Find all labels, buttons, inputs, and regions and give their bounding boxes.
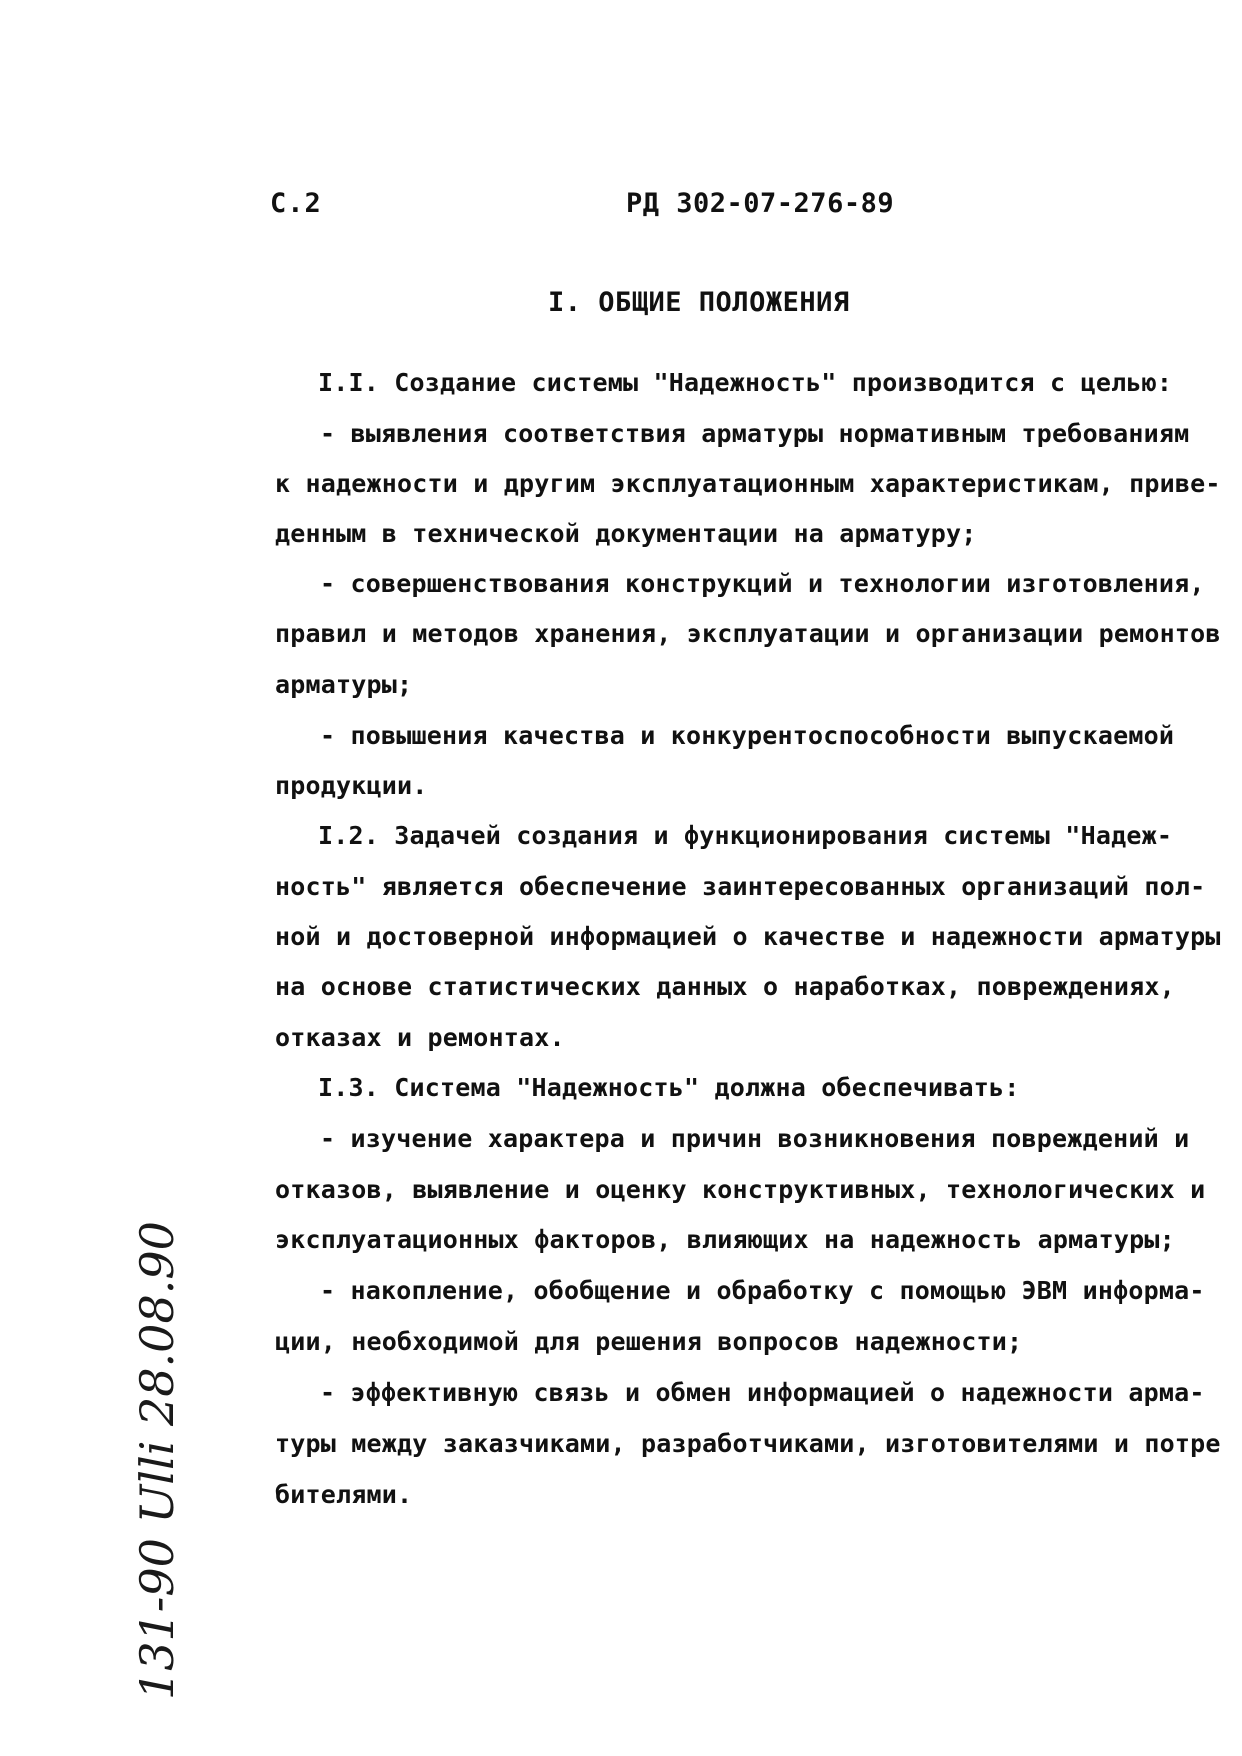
paragraph-line: туры между заказчиками, разработчиками, изготовителями и потре	[275, 1429, 1221, 1458]
paragraph-line: денным в технической документации на арматуру;	[275, 519, 977, 548]
paragraph-line: - совершенствования конструкций и технологии изготовления,	[320, 569, 1205, 598]
paragraph-line: - изучение характера и причин возникновения повреждений и	[320, 1124, 1190, 1153]
paragraph-line: отказов, выявление и оценку конструктивных, технологических и	[275, 1175, 1206, 1204]
section-title: I. ОБЩИЕ ПОЛОЖЕНИЯ	[548, 287, 850, 318]
handwritten-margin-stamp	[90, 1221, 230, 1700]
paragraph-line: - накопление, обобщение и обработку с помощью ЭВМ информа-	[320, 1276, 1205, 1305]
paragraph-line: эксплуатационных факторов, влияющих на надежность арматуры;	[275, 1225, 1175, 1254]
paragraph-line: отказах и ремонтах.	[275, 1023, 565, 1052]
paragraph-line: ции, необходимой для решения вопросов надежности;	[275, 1327, 1023, 1356]
paragraph-line: бителями.	[275, 1480, 413, 1509]
paragraph-line: правил и методов хранения, эксплуатации и организации ремонтов	[275, 619, 1221, 648]
paragraph-1-1-line: I.I. Создание системы "Надежность" производится с целью:	[318, 368, 1173, 397]
paragraph-line: - повышения качества и конкурентоспособности выпускаемой	[320, 721, 1175, 750]
paragraph-line: ной и достоверной информацией о качестве и надежности арматуры	[275, 922, 1221, 951]
paragraph-line: на основе статистических данных о наработках, повреждениях,	[275, 972, 1175, 1001]
page-number: С.2	[270, 188, 322, 219]
paragraph-line: к надежности и другим эксплуатационным характеристикам, приве-	[275, 469, 1221, 498]
paragraph-line: - выявления соответствия арматуры нормативным требованиям	[320, 419, 1190, 448]
paragraph-line: ность" является обеспечение заинтересованных организаций пол-	[275, 872, 1206, 901]
paragraph-line: - эффективную связь и обмен информацией о надежности арма-	[320, 1378, 1205, 1407]
paragraph-1-2-line: I.2. Задачей создания и функционирования системы "Надеж-	[318, 821, 1173, 850]
margin-stamp-text: 131-90 Ulli 28.08.90	[130, 1221, 184, 1700]
paragraph-1-3-line: I.3. Система "Надежность" должна обеспечивать:	[318, 1073, 1020, 1102]
paragraph-line: продукции.	[275, 771, 428, 800]
document-code: РД 302-07-276-89	[626, 188, 895, 219]
paragraph-line: арматуры;	[275, 670, 413, 699]
